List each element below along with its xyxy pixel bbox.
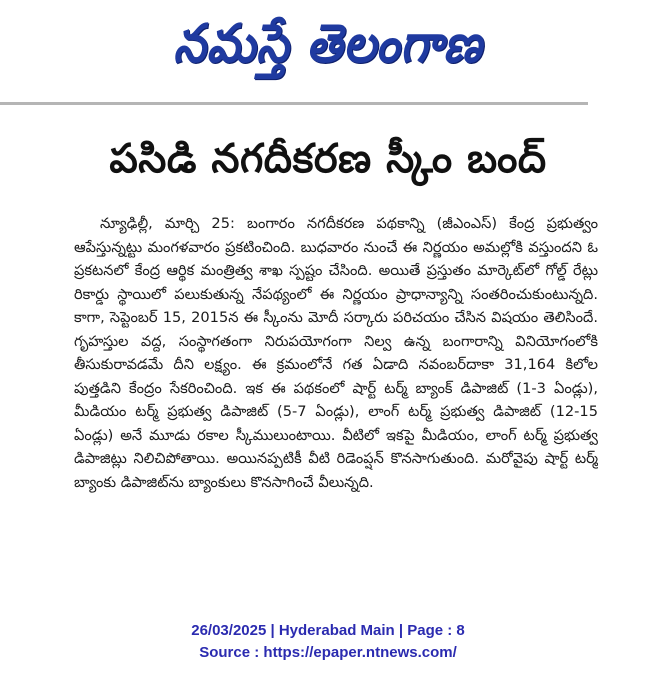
newspaper-logo: నమస్తే తెలంగాణ [173,12,483,75]
footer-meta: 26/03/2025 | Hyderabad Main | Page : 8 [191,622,465,639]
article-body: న్యూఢిల్లీ, మార్చి 25: బంగారం నగదీకరణ పథకాన్ని (జీఎంఎస్) కేంద్ర ప్రభుత్వం ఆపేస్తున్నట్టు మంగళవారం ప్రకటించింది. బుధవారం నుంచే ఈ నిర్ణయం అమల్లోకి వస్తుందని ఓ ప్రకటనలో కేంద్ర ఆర్థిక మంత్రిత్వ శాఖ స్పష్టం చేసింది. అయితే ప్రస్తుతం మార్కెట్‌లో గోల్డ్ రేట్లు రికార్డు స్థాయిలో పలుకుతున్న నేపథ్యంలో ఈ నిర్ణయం ప్రాధాన్యాన్ని సంతరించుకుంటున్నది. కాగా, సెప్టెంబర్ 15, 2015న ఈ స్కీంను మోదీ సర్కారు పరిచయం చేసిన విషయం తెలిసిందే. గృహస్తుల వద్ద, సంస్థాగతంగా నిరుపయోగంగా నిల్వ ఉన్న బంగారాన్ని వినియోగంలోకి తీసుకురావడమే దీని లక్ష్యం. ఈ క్రమంలోనే గత ఏడాది నవంబర్‌దాకా 31,164 కిలోల పుత్తడిని కేంద్రం సేకరించింది. ఇక ఈ పథకంలో షార్ట్ టర్మ్ బ్యాంక్ డిపాజిట్ (1-3 ఏండ్లు), మీడియం టర్మ్ ప్రభుత్వ డిపాజిట్ (5-7 ఏండ్లు), లాంగ్ టర్మ్ ప్రభుత్వ డిపాజిట్ (12-15 ఏండ్లు) అనే మూడు రకాల స్కీములుంటాయి. వీటిలో ఇకపై మీడియం, లాంగ్ టర్మ్ ప్రభుత్వ డిపాజిట్లు నిలిచిపోతాయి. అయినప్పటికీ వీటి రిడెంప్షన్ కొనసాగుతుంది. మరోవైపు షార్ట్ టర్మ్ బ్యాంకు డిపాజిట్‌ను బ్యాంకులు కొనసాగించే వీలున్నది. [74,215,598,491]
footer [0,620,656,664]
masthead-divider [0,102,588,105]
headline-block [0,128,656,200]
masthead [0,0,656,100]
footer-source-link[interactable]: Source : https://epaper.ntnews.com/ [199,644,457,661]
article-headline: పసిడి నగదీకరణ స్కీం బంద్ [109,136,547,182]
article-body-block [74,212,598,600]
